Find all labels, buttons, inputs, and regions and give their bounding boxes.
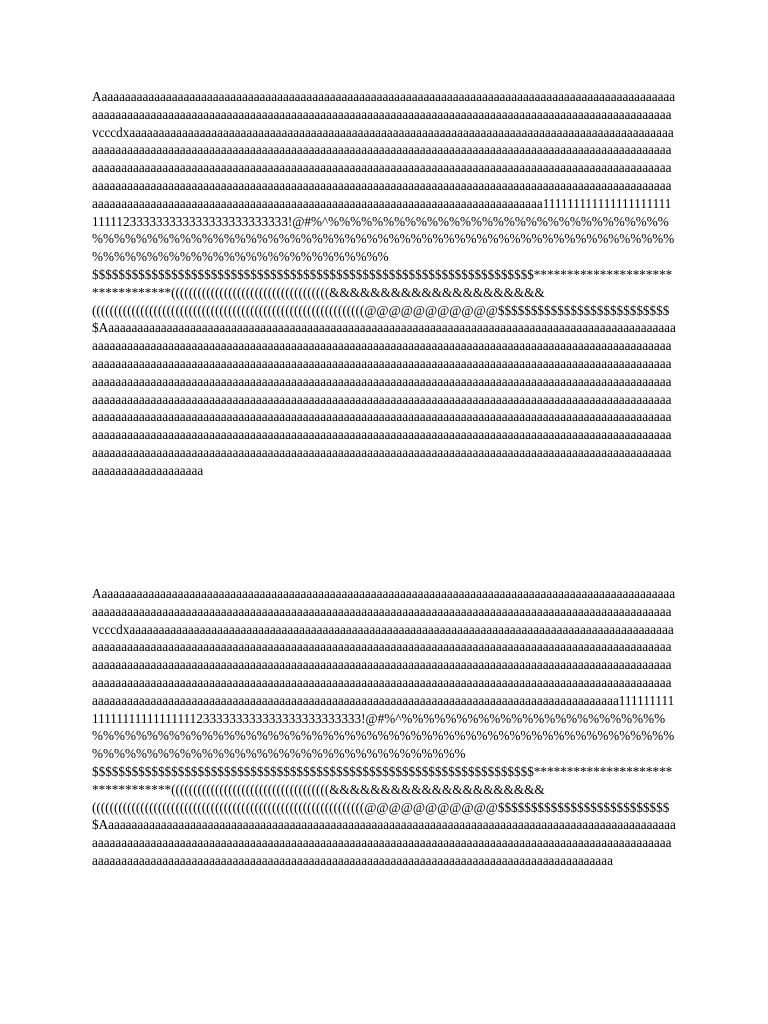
paragraph-1: Aaaaaaaaaaaaaaaaaaaaaaaaaaaaaaaaaaaaaaaaaaaaaaaaaaaaaaaaaaaaaaaaaaaaaaaaaaaaaaaaaaaaaaaaaaaaaaaaaaaaaaaaaaaaaaaaaaaaaaaaaaaaaaaaaaaaaaaaaaaaaaaaaaaaaaaaaaaaaaaaaaaaaaaaaaaaaaaaaaaaaaaaaaaaaaaaaaaaaavcccdxaaaaaaaaaaaaaaaaaaaaaaaaaaaaaaaaaaaaaaaaaaaaaaaaaaaaaaaaaaaaaaaaaaaaaaaaaaaaaaaaaaaaaaaaaaaaaaaaaaaaaaaaaaaaaaaaaaaaaaaaaaaaaaaaaaaaaaaaaaaaaaaaaaaaaaaaaaaaaaaaaaaaaaaaaaaaaaaaaaaaaaaaaaaaaaaaaaaaaaaaaaaaaaaaaaaaaaaaaaaaaaaaaaaaaaaaaaaaaaaaaaaaaaaaaaaaaaaaaaaaaaaaaaaaaaaaaaaaaaaaaaaaaaaaaaaaaaaaaaaaaaaaaaaaaaaaaaaaaaaaaaaaaaaaaaaaaaaaaaaaaaaaaaaaaaaaaaaaaaaaaaaaaaaaaaaaaaaaaaaaaaaaaaaaaaaaaaaaaaaaaaaaaaaaaaaaaaaaaaaaaaaaaaaaaaaaaaaaaaaaaaaaaaaaaaaaaaaaaaaaaaaaaaa111111111111111111111111112333333333333333333333333!@#%^%%%%%%%%%%%%%%%%%%%%%%%%%%%%%%%%%%%%%%%%%%%%%%%%%%%%%%%%%%%%%%%%%%%%%%%%%%%%%%%%%%%%%%%%%%%%%%%%%%%%%%%%%%%%%%%$$$$$$$$$$$$$$$$$$$$$$$$$$$$$$$$$$$$$$$$$$$$$$$$$$$$$$$$$$$$$$$$$$$*********************************((((((((((((((((((((((((((((((((((((&&&&&&&&&&&&&&&&&&&&&((((((((((((((((((((((((((((((((((((((((((((((((((((((((((((((@@@@@@@@@@@$$$$$$$$$$$$$$$$$$$$$$$$$$ xyxy=(92,89,676,318)
paragraph-3: Aaaaaaaaaaaaaaaaaaaaaaaaaaaaaaaaaaaaaaaaaaaaaaaaaaaaaaaaaaaaaaaaaaaaaaaaaaaaaaaaaaaaaaaaaaaaaaaaaaaaaaaaaaaaaaaaaaaaaaaaaaaaaaaaaaaaaaaaaaaaaaaaaaaaaaaaaaaaaaaaaaaaaaaaaaaaaaaaaaaaaaaaaaaaaaaaaaaaaavcccdxaaaaaaaaaaaaaaaaaaaaaaaaaaaaaaaaaaaaaaaaaaaaaaaaaaaaaaaaaaaaaaaaaaaaaaaaaaaaaaaaaaaaaaaaaaaaaaaaaaaaaaaaaaaaaaaaaaaaaaaaaaaaaaaaaaaaaaaaaaaaaaaaaaaaaaaaaaaaaaaaaaaaaaaaaaaaaaaaaaaaaaaaaaaaaaaaaaaaaaaaaaaaaaaaaaaaaaaaaaaaaaaaaaaaaaaaaaaaaaaaaaaaaaaaaaaaaaaaaaaaaaaaaaaaaaaaaaaaaaaaaaaaaaaaaaaaaaaaaaaaaaaaaaaaaaaaaaaaaaaaaaaaaaaaaaaaaaaaaaaaaaaaaaaaaaaaaaaaaaaaaaaaaaaaaaaaaaaaaaaaaaaaaaaaaaaaaaaaaaaaaaaaaaaaaaaaaaaaaaaaaaaaaaaaaaaaaaaaaaaaaaaaaaaaaaaaaaaaaaaaaaaaaaaaaaaaaaaaaaaa111111111111111111111111112333333333333333333333333!@#%^%%%%%%%%%%%%%%%%%%%%%%%%%%%%%%%%%%%%%%%%%%%%%%%%%%%%%%%%%%%%%%%%%%%%%%%%%%%%%%%%%%%%%%%%%%%%%%%%%%%%%%%%%%%%%%%$$$$$$$$$$$$$$$$$$$$$$$$$$$$$$$$$$$$$$$$$$$$$$$$$$$$$$$$$$$$$$$$$$$*********************************((((((((((((((((((((((((((((((((((((&&&&&&&&&&&&&&&&&&&&&((((((((((((((((((((((((((((((((((((((((((((((((((((((((((((((@@@@@@@@@@@$$$$$$$$$$$$$$$$$$$$$$$$$$ xyxy=(92,586,676,815)
paragraph-group-1 xyxy=(92,88,676,480)
paragraph-group-2 xyxy=(92,585,676,870)
paragraph-2: $Aaaaaaaaaaaaaaaaaaaaaaaaaaaaaaaaaaaaaaaaaaaaaaaaaaaaaaaaaaaaaaaaaaaaaaaaaaaaaaaaaaaaaaaaaaaaaaaaaaaaaaaaaaaaaaaaaaaaaaaaaaaaaaaaaaaaaaaaaaaaaaaaaaaaaaaaaaaaaaaaaaaaaaaaaaaaaaaaaaaaaaaaaaaaaaaaaaaaaaaaaaaaaaaaaaaaaaaaaaaaaaaaaaaaaaaaaaaaaaaaaaaaaaaaaaaaaaaaaaaaaaaaaaaaaaaaaaaaaaaaaaaaaaaaaaaaaaaaaaaaaaaaaaaaaaaaaaaaaaaaaaaaaaaaaaaaaaaaaaaaaaaaaaaaaaaaaaaaaaaaaaaaaaaaaaaaaaaaaaaaaaaaaaaaaaaaaaaaaaaaaaaaaaaaaaaaaaaaaaaaaaaaaaaaaaaaaaaaaaaaaaaaaaaaaaaaaaaaaaaaaaaaaaaaaaaaaaaaaaaaaaaaaaaaaaaaaaaaaaaaaaaaaaaaaaaaaaaaaaaaaaaaaaaaaaaaaaaaaaaaaaaaaaaaaaaaaaaaaaaaaaaaaaaaaaaaaaaaaaaaaaaaaaaaaaaaaaaaaaaaaaaaaaaaaaaaaaaaaaaaaaaaaaaaaaaaaaaaaaaaaaaaaaaaaaaaaaaaaaaaaaaaaaaaaaaaaaaaaaaaaaaaaaaaaaaaaaaaaaaaaaaaaaaaaaaaaaaaaaaaaaaaaaaaaaaaaaaaaaaaaaaaaaaaaaaaaaaaaaaaaaaaaaaaaaaaaaaaaaaaaaaaaaaaaaaaaaaaaaaaaaaaaaaaaa xyxy=(92,320,676,478)
paragraph-4: $Aaaaaaaaaaaaaaaaaaaaaaaaaaaaaaaaaaaaaaaaaaaaaaaaaaaaaaaaaaaaaaaaaaaaaaaaaaaaaaaaaaaaaaaaaaaaaaaaaaaaaaaaaaaaaaaaaaaaaaaaaaaaaaaaaaaaaaaaaaaaaaaaaaaaaaaaaaaaaaaaaaaaaaaaaaaaaaaaaaaaaaaaaaaaaaaaaaaaaaaaaaaaaaaaaaaaaaaaaaaaaaaaaaaaaaaaaaaaaaaaaaaaaaaaaaaaaaaaaaaaaaaaaaaaaaaaaaaaaaaaaaaaaa xyxy=(92,817,676,868)
